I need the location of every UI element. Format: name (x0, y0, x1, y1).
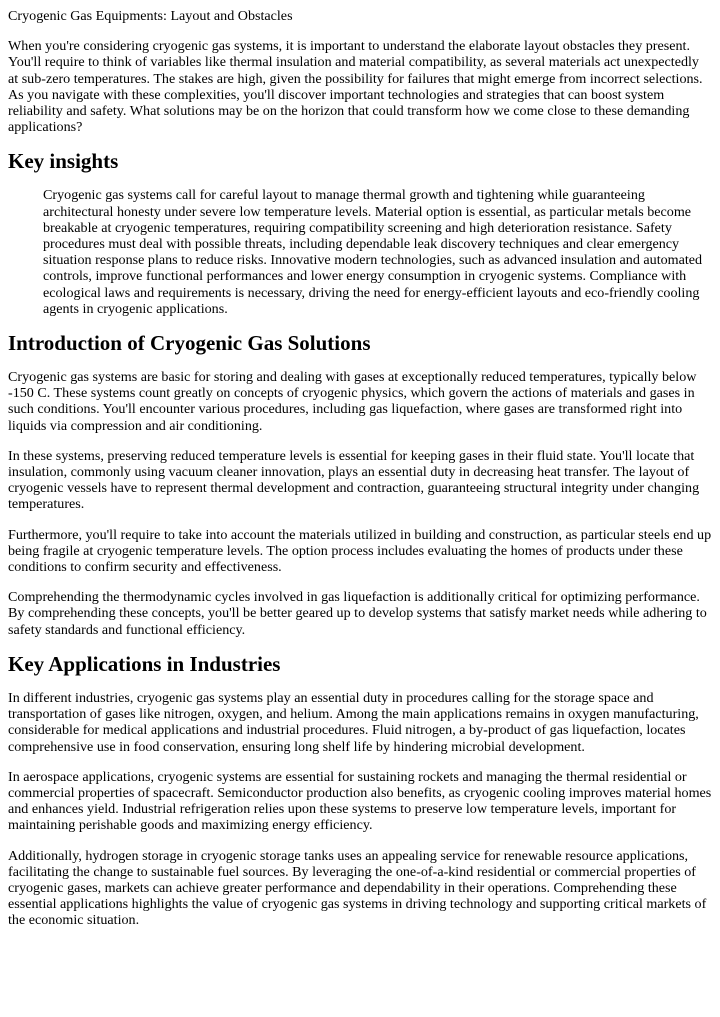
paragraph: In different industries, cryogenic gas systems play an essential duty in procedures calling for the storage space and transportation of gases like nitrogen, oxygen, and helium. Among the main applications remains in oxygen manufacturing, considerable for medical applications and industrial procedures. Fluid nitrogen, a by-product of gas liquefaction, locates comprehensive use in food conservation, ensuring long shelf life by hindering microbial development. (8, 689, 699, 755)
paragraph: In aerospace applications, cryogenic systems are essential for sustaining rockets and managing the thermal residential or commercial properties of spacecraft. Semiconductor production also benefits, as cryogenic cooling improves material homes and enhances yield. Industrial refrigeration relies upon these systems to preserve low temperature levels, important for maintaining perishable goods and maximizing energy efficiency. (8, 768, 712, 834)
paragraph: Furthermore, you'll require to take into account the materials utilized in building and construction, as particular steels end up being fragile at cryogenic temperature levels. The option process includes evaluating the homes of products under these conditions to confirm security and effectiveness. (8, 526, 712, 576)
intro-paragraph: When you're considering cryogenic gas systems, it is important to understand the elaborate layout obstacles they present. You'll require to think of variables like thermal insulation and material compatibility, as several materials act unexpectedly at sub-zero temperatures. The stakes are high, given the possibility for failures that might emerge from incorrect selections. As you navigate with these complexities, you'll discover important technologies and strategies that can boost system reliability and safety. What solutions may be on the horizon that could transform how we come close to these demanding applications? (8, 38, 703, 136)
key-insights-quote: Cryogenic gas systems call for careful layout to manage thermal growth and tightening while guaranteeing architectural honesty under severe low temperature levels. Material option is essential, as particular metals become breakable at cryogenic temperatures, requiring compatibility screening and high deterioration resistance. Safety procedures must deal with possible threats, including dependable leak discovery techniques and clear emergency situation response plans to reduce risks. Innovative modern technologies, such as advanced insulation and automated controls, improve functional performances and lower energy consumption in cryogenic systems. Compliance with ecological laws and requirements is necessary, driving the need for energy-efficient layouts and eco-friendly cooling agents in cryogenic applications. (43, 187, 703, 317)
section-heading-key-insights: Key insights (8, 149, 119, 174)
section-heading-applications: Key Applications in Industries (8, 651, 281, 676)
paragraph: Cryogenic gas systems are basic for storing and dealing with gases at exceptionally reduced temperatures, typically below -150 C. These systems count greatly on concepts of cryogenic physics, which govern the actions of materials and gases in such conditions. You'll encounter various procedures, including gas liquefaction, where gases are transformed right into liquids via compression and air conditioning. (8, 369, 697, 434)
section-heading-introduction: Introduction of Cryogenic Gas Solutions (8, 331, 371, 356)
paragraph: Comprehending the thermodynamic cycles involved in gas liquefaction is additionally critical for optimizing performance. By comprehending these concepts, you'll be better geared up to develop systems that satisfy market needs while adhering to safety standards and functional efficiency. (8, 589, 707, 638)
paragraph: In these systems, preserving reduced temperature levels is essential for keeping gases in their fluid state. You'll locate that insulation, commonly using vacuum cleaner innovation, plays an essential duty in decreasing heat transfer. The layout of cryogenic vessels have to represent thermal development and contraction, guaranteeing structural integrity under changing temperatures. (8, 447, 700, 513)
page-title: Cryogenic Gas Equipments: Layout and Obstacles (8, 8, 293, 24)
paragraph: Additionally, hydrogen storage in cryogenic storage tanks uses an appealing service for renewable resource applications, facilitating the change to sustainable fuel sources. By leveraging the one-of-a-kind residential or commercial properties of cryogenic gases, markets can achieve greater performance and dependability in their operations. Comprehending these essential applications highlights the value of cryogenic gas systems in driving technology and supporting critical markets of the economic situation. (8, 847, 707, 929)
